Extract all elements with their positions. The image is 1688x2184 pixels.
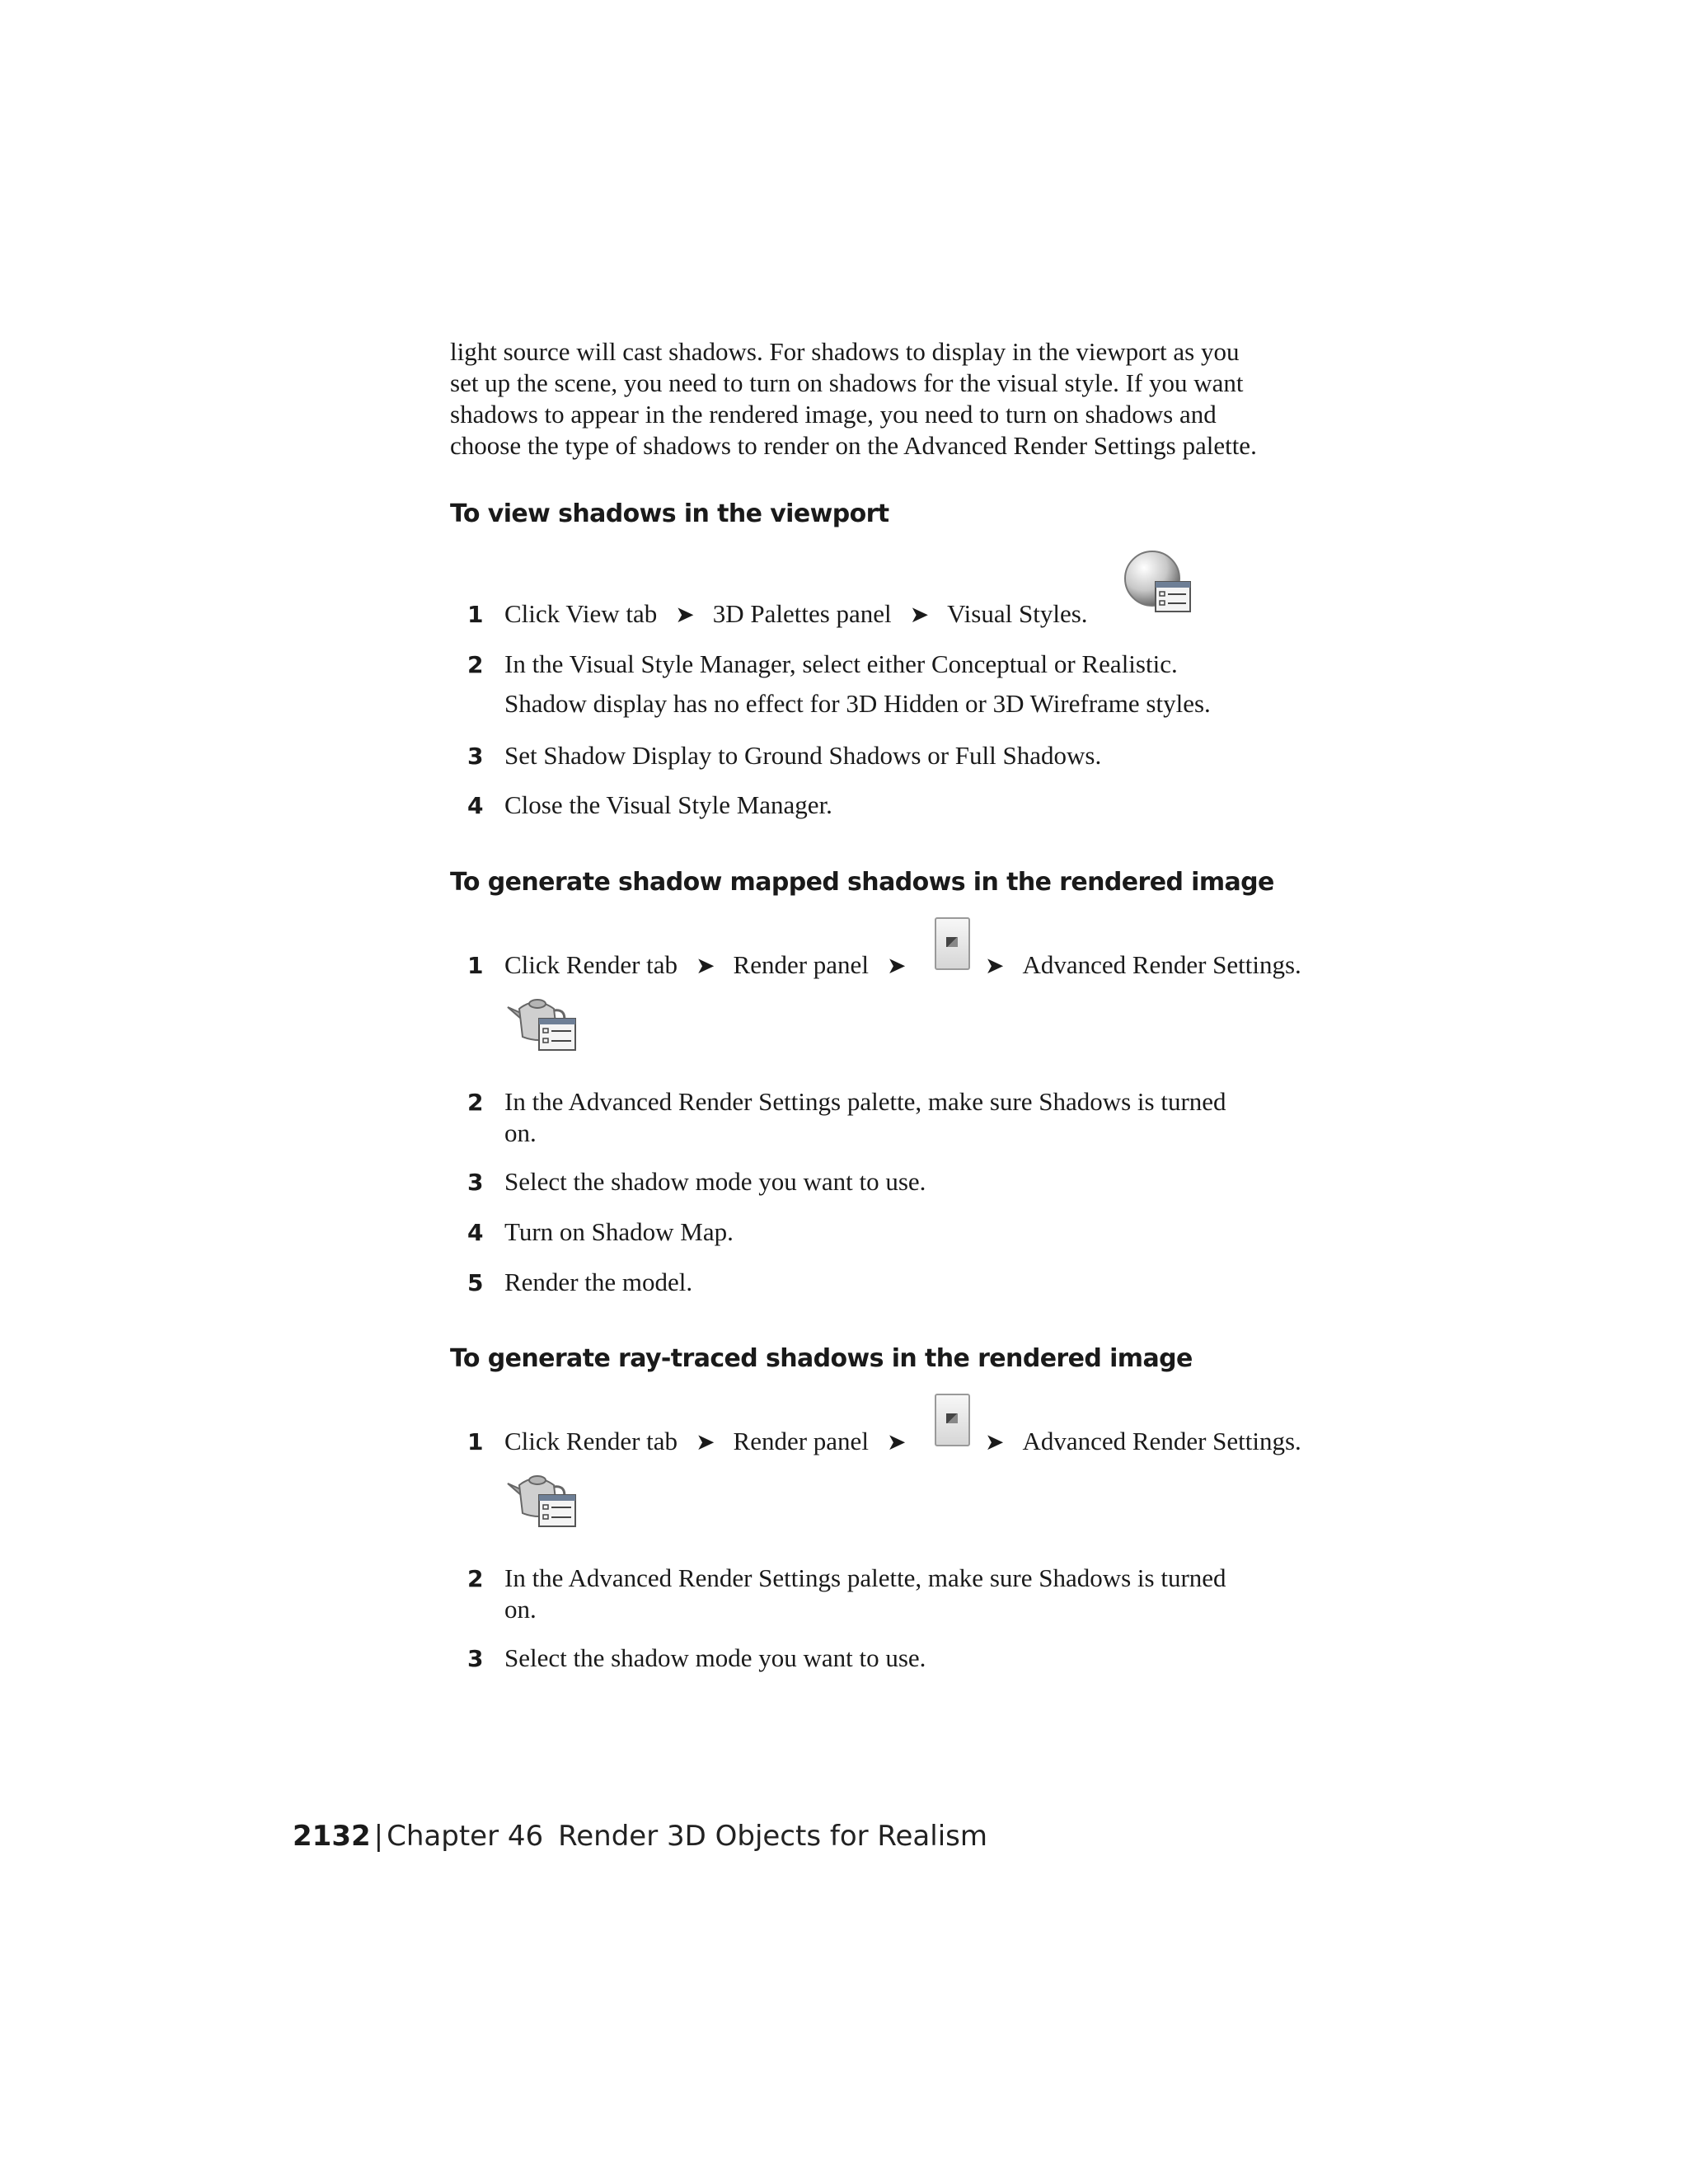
- step-number: 3: [467, 743, 484, 770]
- menu-path-advanced-render-settings: Advanced Render Settings.: [1022, 1427, 1301, 1455]
- step-instruction: In the Visual Style Manager, select either Conceptual or Realistic.: [504, 649, 1178, 678]
- section-heading-view-shadows: To view shadows in the viewport: [450, 499, 889, 528]
- menu-path-visual-styles: Visual Styles.: [947, 599, 1088, 628]
- step-number: 2: [467, 1089, 484, 1116]
- step-number: 2: [467, 1565, 484, 1592]
- step-instruction: Select the shadow mode you want to use.: [504, 1167, 926, 1196]
- arrow-icon: ➤: [886, 954, 907, 979]
- step-number: 3: [467, 1169, 484, 1196]
- page-number: 2132: [293, 1820, 371, 1853]
- step-instruction-tail: [985, 1426, 1301, 1459]
- step-instruction: Turn on Shadow Map.: [504, 1217, 734, 1246]
- menu-path-advanced-render-settings: Advanced Render Settings.: [1022, 950, 1301, 979]
- teapot-render-settings-icon: [503, 989, 579, 1055]
- step-number: 5: [467, 1269, 484, 1296]
- step-instruction: In the Advanced Render Settings palette, make sure Shadows is turned: [504, 1087, 1226, 1116]
- step-number: 2: [467, 651, 484, 678]
- panel-launcher-icon: [935, 1394, 970, 1446]
- section-heading-ray-traced: To generate ray-traced shadows in the rendered image: [450, 1344, 1193, 1373]
- arrow-icon: ➤: [985, 1430, 1005, 1455]
- menu-path-render-tab: Click Render tab: [504, 950, 678, 979]
- arrow-icon: ➤: [675, 602, 695, 628]
- step-instruction-tail: [985, 949, 1301, 982]
- arrow-icon: ➤: [985, 954, 1005, 979]
- step-number: 1: [467, 601, 484, 628]
- intro-line: choose the type of shadows to render on the Advanced Render Settings palette.: [450, 431, 1257, 460]
- menu-path-view-tab: Click View tab: [504, 599, 658, 628]
- section-heading-shadow-mapped: To generate shadow mapped shadows in the rendered image: [450, 868, 1274, 897]
- intro-line: shadows to appear in the rendered image, you need to turn on shadows and: [450, 400, 1217, 429]
- step-instruction: [504, 598, 1088, 631]
- step-instruction: Select the shadow mode you want to use.: [504, 1643, 926, 1672]
- step-instruction: In the Advanced Render Settings palette, make sure Shadows is turned: [504, 1563, 1226, 1592]
- menu-path-3d-palettes-panel: 3D Palettes panel: [712, 599, 892, 628]
- arrow-icon: ➤: [886, 1430, 907, 1455]
- step-instruction: [504, 1426, 924, 1459]
- arrow-icon: ➤: [909, 602, 930, 628]
- step-instruction: Set Shadow Display to Ground Shadows or Full Shadows.: [504, 741, 1102, 770]
- step-instruction-cont: on.: [504, 1118, 537, 1147]
- intro-line: set up the scene, you need to turn on shadows for the visual style. If you want: [450, 368, 1244, 397]
- visual-styles-icon: [1123, 549, 1193, 620]
- menu-path-render-panel: Render panel: [733, 950, 869, 979]
- footer-separator: |: [373, 1820, 384, 1853]
- step-number: 4: [467, 792, 484, 819]
- step-number: 1: [467, 952, 484, 979]
- step-note: Shadow display has no effect for 3D Hidden or 3D Wireframe styles.: [504, 689, 1211, 718]
- step-instruction: [504, 949, 924, 982]
- intro-line: light source will cast shadows. For shadows to display in the viewport as you: [450, 337, 1240, 366]
- intro-paragraph: [450, 336, 1328, 462]
- footer-chapter: Chapter 46: [387, 1820, 544, 1853]
- step-instruction: Render the model.: [504, 1268, 693, 1296]
- arrow-icon: ➤: [696, 954, 715, 979]
- step-number: 3: [467, 1645, 484, 1672]
- step-instruction-cont: on.: [504, 1595, 537, 1624]
- menu-path-render-tab: Click Render tab: [504, 1427, 678, 1455]
- step-number: 1: [467, 1428, 484, 1455]
- step-instruction: Close the Visual Style Manager.: [504, 790, 832, 819]
- menu-path-render-panel: Render panel: [733, 1427, 869, 1455]
- arrow-icon: ➤: [696, 1430, 715, 1455]
- panel-launcher-icon: [935, 917, 970, 970]
- teapot-render-settings-icon: [503, 1465, 579, 1531]
- page-footer: [293, 1820, 987, 1853]
- step-number: 4: [467, 1219, 484, 1246]
- footer-chapter-title: Render 3D Objects for Realism: [558, 1820, 987, 1853]
